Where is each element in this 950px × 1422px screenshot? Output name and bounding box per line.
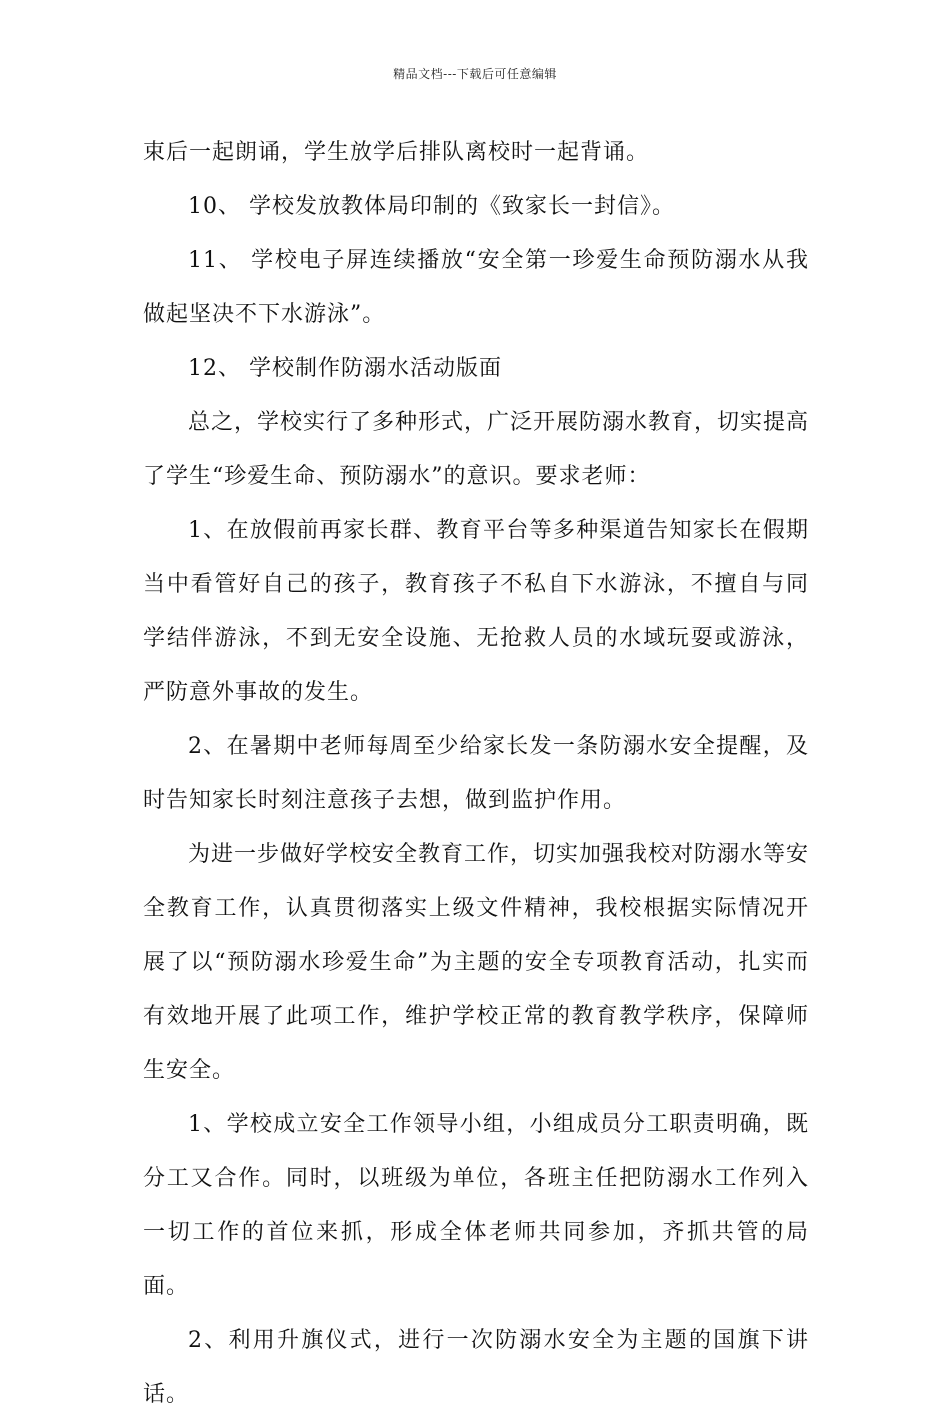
page-header: 精品文档---下载后可任意编辑 bbox=[393, 67, 557, 81]
document-body bbox=[143, 126, 809, 1422]
paragraph-measure-2: 2、利用升旗仪式，进行一次防溺水安全为主题的国旗下讲话。 bbox=[143, 1328, 809, 1407]
paragraph-measure-1: 1、学校成立安全工作领导小组，小组成员分工职责明确，既分工又合作。同时，以班级为单位，各班主任把防溺水工作列入一切工作的首位来抓，形成全体老师共同参加，齐抓共管的局面。 bbox=[143, 1112, 809, 1299]
paragraph-requirement-2: 2、在暑期中老师每周至少给家长发一条防溺水安全提醒，及时告知家长时刻注意孩子去想，做到监护作用。 bbox=[143, 734, 809, 813]
paragraph-item-12: 12、 学校制作防溺水活动版面 bbox=[188, 356, 502, 381]
paragraph-item-10: 10、 学校发放教体局印制的《致家长一封信》。 bbox=[188, 194, 675, 219]
paragraph-continuation: 束后一起朗诵，学生放学后排队离校时一起背诵。 bbox=[143, 140, 650, 165]
paragraph-requirement-1: 1、在放假前再家长群、教育平台等多种渠道告知家长在假期当中看管好自己的孩子，教育孩子不私自下水游泳，不擅自与同学结伴游泳，不到无安全设施、无抢救人员的水域玩耍或游泳，严防意外事故的发生。 bbox=[143, 518, 809, 705]
paragraph-intro: 为进一步做好学校安全教育工作，切实加强我校对防溺水等安全教育工作，认真贯彻落实上级文件精神，我校根据实际情况开展了以“预防溺水珍爱生命”为主题的安全专项教育活动，扎实而有效地开展了此项工作，维护学校正常的教育教学秩序，保障师生安全。 bbox=[143, 842, 810, 1083]
paragraph-summary: 总之，学校实行了多种形式，广泛开展防溺水教育，切实提高了学生“珍爱生命、预防溺水”的意识。要求老师： bbox=[143, 410, 810, 489]
paragraph-item-11: 11、 学校电子屏连续播放“安全第一珍爱生命预防溺水从我做起坚决不下水游泳”。 bbox=[143, 248, 809, 327]
